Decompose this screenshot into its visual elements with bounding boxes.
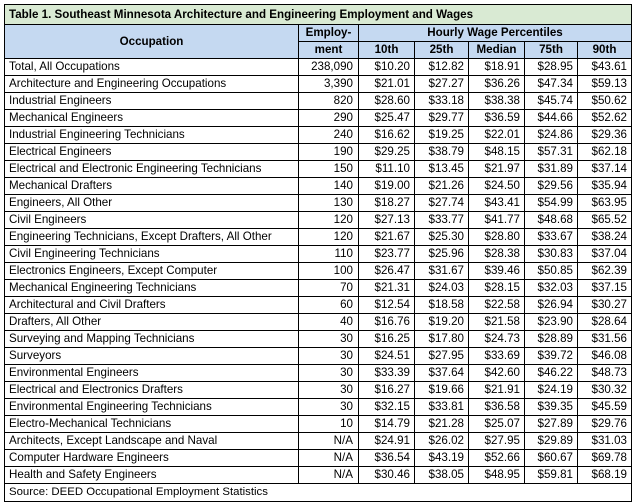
employment-cell: 110: [299, 246, 359, 263]
employment-cell: 3,390: [299, 76, 359, 93]
table-title: Table 1. Southeast Minnesota Architecture and Engineering Employment and Wages: [5, 5, 632, 25]
p10-cell: $21.31: [359, 280, 415, 297]
p10-cell: $21.01: [359, 76, 415, 93]
table-body: [5, 59, 632, 484]
wage-table-container: [4, 4, 631, 502]
table-row: [5, 416, 632, 433]
occupation-cell: Architecture and Engineering Occupations: [5, 76, 299, 93]
table-row: [5, 467, 632, 484]
employment-header-line2: ment: [299, 42, 359, 59]
p75-cell: $29.56: [525, 178, 578, 195]
median-cell: $41.77: [469, 212, 525, 229]
median-cell: $21.91: [469, 382, 525, 399]
p75-cell: $45.74: [525, 93, 578, 110]
p10-cell: $24.51: [359, 348, 415, 365]
p90-cell: $62.39: [578, 263, 632, 280]
p75-cell: $23.90: [525, 314, 578, 331]
employment-cell: 40: [299, 314, 359, 331]
median-header: Median: [469, 42, 525, 59]
p25-cell: $17.80: [415, 331, 469, 348]
employment-cell: 240: [299, 127, 359, 144]
occupation-cell: Engineering Technicians, Except Drafters, All Other: [5, 229, 299, 246]
employment-cell: 820: [299, 93, 359, 110]
p25-header: 25th: [415, 42, 469, 59]
p75-cell: $31.89: [525, 161, 578, 178]
median-cell: $27.95: [469, 433, 525, 450]
p90-cell: $37.04: [578, 246, 632, 263]
p10-cell: $33.39: [359, 365, 415, 382]
p90-cell: $69.78: [578, 450, 632, 467]
table-row: [5, 76, 632, 93]
median-cell: $39.46: [469, 263, 525, 280]
table-row: [5, 331, 632, 348]
median-cell: $36.58: [469, 399, 525, 416]
p75-cell: $50.85: [525, 263, 578, 280]
p10-cell: $27.13: [359, 212, 415, 229]
p75-cell: $47.34: [525, 76, 578, 93]
employment-cell: 30: [299, 365, 359, 382]
table-row: [5, 161, 632, 178]
median-cell: $21.97: [469, 161, 525, 178]
p90-cell: $30.27: [578, 297, 632, 314]
p75-cell: $33.67: [525, 229, 578, 246]
table-row: [5, 382, 632, 399]
p90-cell: $35.94: [578, 178, 632, 195]
p25-cell: $33.18: [415, 93, 469, 110]
median-cell: $52.66: [469, 450, 525, 467]
table-row: [5, 212, 632, 229]
p10-cell: $26.47: [359, 263, 415, 280]
p90-cell: $38.24: [578, 229, 632, 246]
employment-cell: N/A: [299, 433, 359, 450]
employment-cell: 120: [299, 229, 359, 246]
median-cell: $25.07: [469, 416, 525, 433]
p90-cell: $45.59: [578, 399, 632, 416]
p25-cell: $33.77: [415, 212, 469, 229]
title-row: [5, 5, 632, 25]
p25-cell: $12.82: [415, 59, 469, 76]
occupation-cell: Total, All Occupations: [5, 59, 299, 76]
table-row: [5, 263, 632, 280]
p10-cell: $23.77: [359, 246, 415, 263]
employment-cell: 60: [299, 297, 359, 314]
occupation-cell: Electrical and Electronics Drafters: [5, 382, 299, 399]
occupation-cell: Architects, Except Landscape and Naval: [5, 433, 299, 450]
employment-cell: 130: [299, 195, 359, 212]
p90-cell: $30.32: [578, 382, 632, 399]
p10-cell: $30.46: [359, 467, 415, 484]
p90-cell: $46.08: [578, 348, 632, 365]
p75-cell: $59.81: [525, 467, 578, 484]
occupation-cell: Surveyors: [5, 348, 299, 365]
table-row: [5, 280, 632, 297]
p90-cell: $31.03: [578, 433, 632, 450]
occupation-cell: Electronics Engineers, Except Computer: [5, 263, 299, 280]
p25-cell: $25.96: [415, 246, 469, 263]
table-row: [5, 110, 632, 127]
p10-cell: $19.00: [359, 178, 415, 195]
p75-cell: $60.67: [525, 450, 578, 467]
occupation-cell: Electrical and Electronic Engineering Technicians: [5, 161, 299, 178]
p90-cell: $37.15: [578, 280, 632, 297]
table-row: [5, 127, 632, 144]
occupation-cell: Mechanical Drafters: [5, 178, 299, 195]
p10-cell: $36.54: [359, 450, 415, 467]
table-row: [5, 314, 632, 331]
p90-cell: $65.52: [578, 212, 632, 229]
table-row: [5, 365, 632, 382]
occupation-cell: Mechanical Engineering Technicians: [5, 280, 299, 297]
employment-cell: 30: [299, 348, 359, 365]
employment-cell: 10: [299, 416, 359, 433]
p75-cell: $57.31: [525, 144, 578, 161]
employment-cell: 100: [299, 263, 359, 280]
table-row: [5, 433, 632, 450]
p25-cell: $19.25: [415, 127, 469, 144]
p75-cell: $54.99: [525, 195, 578, 212]
p90-cell: $59.13: [578, 76, 632, 93]
p10-cell: $11.10: [359, 161, 415, 178]
p25-cell: $37.64: [415, 365, 469, 382]
occupation-cell: Environmental Engineering Technicians: [5, 399, 299, 416]
p25-cell: $19.20: [415, 314, 469, 331]
p10-cell: $18.27: [359, 195, 415, 212]
occupation-cell: Electro-Mechanical Technicians: [5, 416, 299, 433]
p75-cell: $39.35: [525, 399, 578, 416]
employment-cell: 290: [299, 110, 359, 127]
employment-cell: 140: [299, 178, 359, 195]
employment-cell: 30: [299, 382, 359, 399]
median-cell: $33.69: [469, 348, 525, 365]
median-cell: $48.95: [469, 467, 525, 484]
source-row: [5, 484, 632, 502]
occupation-cell: Computer Hardware Engineers: [5, 450, 299, 467]
p90-cell: $63.95: [578, 195, 632, 212]
occupation-cell: Engineers, All Other: [5, 195, 299, 212]
p10-cell: $16.62: [359, 127, 415, 144]
p75-cell: $44.66: [525, 110, 578, 127]
employment-cell: 150: [299, 161, 359, 178]
employment-cell: 30: [299, 399, 359, 416]
median-cell: $36.59: [469, 110, 525, 127]
employment-cell: 238,090: [299, 59, 359, 76]
p90-cell: $29.36: [578, 127, 632, 144]
occupation-cell: Industrial Engineering Technicians: [5, 127, 299, 144]
table-row: [5, 229, 632, 246]
median-cell: $28.38: [469, 246, 525, 263]
source-note: Source: DEED Occupational Employment Statistics: [5, 484, 632, 502]
p90-cell: $43.61: [578, 59, 632, 76]
p75-cell: $28.95: [525, 59, 578, 76]
p90-header: 90th: [578, 42, 632, 59]
employment-cell: 30: [299, 331, 359, 348]
median-cell: $48.15: [469, 144, 525, 161]
occupation-cell: Civil Engineering Technicians: [5, 246, 299, 263]
median-cell: $28.80: [469, 229, 525, 246]
p25-cell: $19.66: [415, 382, 469, 399]
p10-header: 10th: [359, 42, 415, 59]
median-cell: $24.50: [469, 178, 525, 195]
p25-cell: $27.27: [415, 76, 469, 93]
p10-cell: $12.54: [359, 297, 415, 314]
occupation-cell: Drafters, All Other: [5, 314, 299, 331]
median-cell: $36.26: [469, 76, 525, 93]
p90-cell: $31.56: [578, 331, 632, 348]
employment-cell: 70: [299, 280, 359, 297]
table-row: [5, 297, 632, 314]
p25-cell: $27.95: [415, 348, 469, 365]
p10-cell: $16.76: [359, 314, 415, 331]
p10-cell: $21.67: [359, 229, 415, 246]
p75-cell: $28.89: [525, 331, 578, 348]
p25-cell: $27.74: [415, 195, 469, 212]
p90-cell: $29.76: [578, 416, 632, 433]
p75-cell: $29.89: [525, 433, 578, 450]
table-row: [5, 178, 632, 195]
p25-cell: $26.02: [415, 433, 469, 450]
occupation-cell: Mechanical Engineers: [5, 110, 299, 127]
employment-cell: 190: [299, 144, 359, 161]
p90-cell: $28.64: [578, 314, 632, 331]
p75-cell: $48.68: [525, 212, 578, 229]
occupation-cell: Architectural and Civil Drafters: [5, 297, 299, 314]
table-row: [5, 399, 632, 416]
p10-cell: $24.91: [359, 433, 415, 450]
p10-cell: $25.47: [359, 110, 415, 127]
median-cell: $43.41: [469, 195, 525, 212]
hourly-wage-group-header: Hourly Wage Percentiles: [359, 25, 632, 42]
table-row: [5, 144, 632, 161]
p75-cell: $46.22: [525, 365, 578, 382]
p10-cell: $29.25: [359, 144, 415, 161]
occupation-cell: Environmental Engineers: [5, 365, 299, 382]
p25-cell: $38.79: [415, 144, 469, 161]
table-row: [5, 246, 632, 263]
employment-cell: 120: [299, 212, 359, 229]
p25-cell: $31.67: [415, 263, 469, 280]
employment-wage-table: [4, 4, 632, 502]
p10-cell: $28.60: [359, 93, 415, 110]
median-cell: $22.01: [469, 127, 525, 144]
p90-cell: $62.18: [578, 144, 632, 161]
p25-cell: $21.26: [415, 178, 469, 195]
p75-cell: $30.83: [525, 246, 578, 263]
p75-cell: $24.86: [525, 127, 578, 144]
p75-header: 75th: [525, 42, 578, 59]
table-row: [5, 450, 632, 467]
p10-cell: $16.27: [359, 382, 415, 399]
p25-cell: $21.28: [415, 416, 469, 433]
median-cell: $18.91: [469, 59, 525, 76]
header-row-1: [5, 25, 632, 42]
p25-cell: $43.19: [415, 450, 469, 467]
median-cell: $22.58: [469, 297, 525, 314]
table-row: [5, 348, 632, 365]
occupation-header: Occupation: [5, 25, 299, 59]
p10-cell: $16.25: [359, 331, 415, 348]
p25-cell: $29.77: [415, 110, 469, 127]
p90-cell: $68.19: [578, 467, 632, 484]
median-cell: $24.73: [469, 331, 525, 348]
p75-cell: $24.19: [525, 382, 578, 399]
median-cell: $21.58: [469, 314, 525, 331]
p25-cell: $38.05: [415, 467, 469, 484]
table-row: [5, 195, 632, 212]
p90-cell: $50.62: [578, 93, 632, 110]
occupation-cell: Industrial Engineers: [5, 93, 299, 110]
p10-cell: $32.15: [359, 399, 415, 416]
employment-header-line1: Employ-: [299, 25, 359, 42]
p25-cell: $13.45: [415, 161, 469, 178]
employment-cell: N/A: [299, 467, 359, 484]
p75-cell: $27.89: [525, 416, 578, 433]
p10-cell: $14.79: [359, 416, 415, 433]
employment-cell: N/A: [299, 450, 359, 467]
table-row: [5, 59, 632, 76]
median-cell: $28.15: [469, 280, 525, 297]
p10-cell: $10.20: [359, 59, 415, 76]
p25-cell: $24.03: [415, 280, 469, 297]
occupation-cell: Civil Engineers: [5, 212, 299, 229]
median-cell: $42.60: [469, 365, 525, 382]
p90-cell: $48.73: [578, 365, 632, 382]
p90-cell: $37.14: [578, 161, 632, 178]
p75-cell: $26.94: [525, 297, 578, 314]
p25-cell: $25.30: [415, 229, 469, 246]
p75-cell: $39.72: [525, 348, 578, 365]
occupation-cell: Surveying and Mapping Technicians: [5, 331, 299, 348]
p25-cell: $33.81: [415, 399, 469, 416]
p75-cell: $32.03: [525, 280, 578, 297]
occupation-cell: Health and Safety Engineers: [5, 467, 299, 484]
table-row: [5, 93, 632, 110]
p25-cell: $18.58: [415, 297, 469, 314]
occupation-cell: Electrical Engineers: [5, 144, 299, 161]
median-cell: $38.38: [469, 93, 525, 110]
p90-cell: $52.62: [578, 110, 632, 127]
